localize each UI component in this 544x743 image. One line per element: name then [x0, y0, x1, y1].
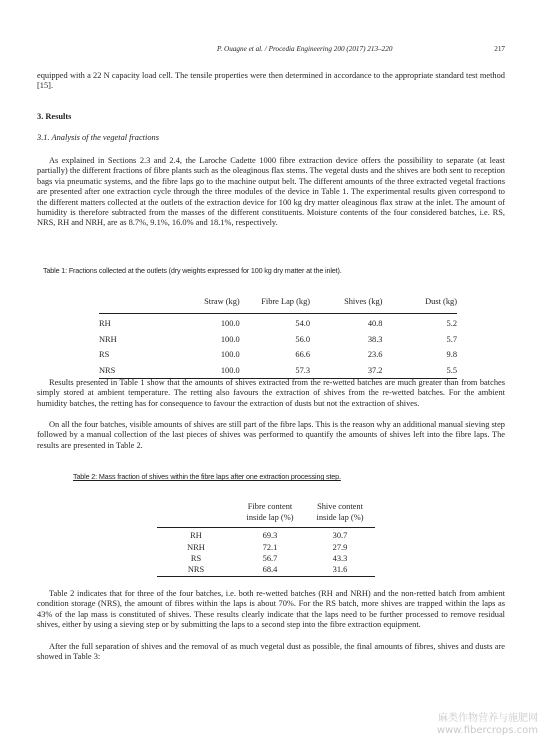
paragraph-3: On all the four batches, visible amounts of shives are still part of the fibre laps. This is the reason why an additional manual sieving step followed by a manual collection of the last pieces of shives was performed to quantify the amounts of shives left into the fibre laps. The results are presented in Table 2.: [37, 420, 505, 450]
table2-header-cell: [157, 497, 235, 528]
table1-cell: 100.0: [220, 319, 240, 329]
table2-cell: RS: [190, 553, 202, 563]
paragraph-1: As explained in Sections 2.3 and 2.4, the Laroche Cadette 1000 fibre extraction device offers the possibility to separate (at least partially) the different fractions of fibre plants such as the oleaginous flax stems. The vegetal dusts and the shives are both sent to reception bags via pneumatic systems, and the fibre laps go to the machine output belt. The different amounts of the three extracted vegetal fractions are presented after one extraction cycle through the three modules of the device in Table 1. The experimental results given correspond to the different matters collected at the outlets of the extraction device for 100 kg dry matter oleaginous flax straw at the inlet. The amount of humidity is therefore subtracted from the masses of the different constituents. Moisture contents of the four considered batches, i.e. RS, NRS, RH and NRH, are as 8.7%, 9.1%, 16.0% and 18.1%, respectively.: [37, 156, 505, 228]
table1-cell: RH: [99, 319, 111, 329]
table2-header-cell: [235, 497, 305, 528]
table2-cell: 68.4: [235, 564, 305, 576]
table1-cell: 100.0: [161, 363, 240, 379]
table-row: [157, 528, 375, 542]
table-row: [157, 553, 375, 564]
table1-cell: 100.0: [220, 350, 240, 360]
table1-cell: 37.2: [310, 363, 382, 379]
watermark-url: www.fibercrops.com: [436, 725, 538, 736]
table1-cell: 5.2: [446, 319, 457, 329]
table1-cell: NRH: [99, 334, 117, 344]
watermark: [390, 713, 538, 737]
table2-cell: 69.3: [262, 531, 278, 541]
header-citation: P. Ouagne et al. / Procedia Engineering 200 (2017) 213–220: [217, 45, 393, 53]
table2-header-row: [157, 497, 375, 528]
table-row: [157, 541, 375, 552]
intro-paragraph: equipped with a 22 N capacity load cell. The tensile properties were then determined in accordance to the appropriate standard test method [15].: [37, 71, 505, 91]
table2-cell: RH: [190, 531, 202, 541]
paragraph-5: After the full separation of shives and the removal of as much vegetal dust as possible, the final amounts of fibres, shives and dusts are showed in Table 3:: [37, 642, 505, 662]
table1-cell: 100.0: [220, 334, 240, 344]
table-row: [99, 347, 457, 363]
table1-caption: Table 1: Fractions collected at the outlets (dry weights expressed for 100 kg dry matter at the inlet).: [43, 266, 342, 275]
watermark-title: 麻类作物营养与施肥网: [438, 713, 538, 724]
table1-cell: 40.8: [367, 319, 383, 329]
section-title: 3. Results: [37, 112, 72, 121]
table1-cell: 5.5: [382, 363, 457, 379]
table2-cell: 43.3: [332, 553, 348, 563]
page-number: 217: [494, 45, 505, 53]
table2-cell: 72.1: [262, 542, 278, 552]
table1-header-cell: Shives (kg): [310, 289, 382, 314]
table2-header-line: Shive content: [317, 502, 363, 511]
table-1: [99, 289, 457, 379]
table1-cell: 9.8: [446, 350, 457, 360]
table2-caption: Table 2: Mass fraction of shives within the fibre laps after one extraction processing step.: [73, 472, 341, 481]
table1-cell: NRS: [99, 363, 161, 379]
paragraph-4: Table 2 indicates that for three of the four batches, i.e. both re-wetted batches (RH and NRH) and the non-retted batch from ambient condition storage (NRS), the amount of fibres within the laps is about 70%. For the RS batch, more shives are trapped within the laps as 43% of the lap mass is constituted of shives. These results clearly indicate that the laps need to be further processed to remove residual shives, either by using a sieving step or by submitting the laps to a second step into the fibre extraction equipment.: [37, 589, 505, 630]
table1-cell: 54.0: [295, 319, 311, 329]
table1-header-row: [99, 289, 457, 314]
table1-header-cell: [99, 289, 161, 314]
table-row: [99, 363, 457, 379]
table1-header-cell: Straw (kg): [161, 289, 240, 314]
table1-cell: 5.7: [446, 334, 457, 344]
paragraph-2: Results presented in Table 1 show that the amounts of shives extracted from the re-wetted batches are much greater than from batches simply stored at ambient temperature. The retting also favours the extraction of shives from the re-wetted batches. For the ambient humidity batches, the retting has for consequence to favour the extraction of dusts but not the extraction of shives.: [37, 378, 505, 408]
table-row: [99, 332, 457, 348]
table1-cell: 66.6: [295, 350, 311, 360]
subsection-title: 3.1. Analysis of the vegetal fractions: [37, 133, 159, 142]
table-2: [157, 497, 375, 577]
table2-header-line: inside lap (%): [246, 513, 294, 522]
table1-cell: RS: [99, 350, 110, 360]
table2-header-line: Fibre content: [247, 502, 293, 511]
table1-header-cell: Dust (kg): [382, 289, 457, 314]
table-row: [157, 564, 375, 576]
table2-cell: 30.7: [332, 531, 348, 541]
table2-header-cell: [305, 497, 375, 528]
table2-cell: NRH: [187, 542, 205, 552]
table-row: [99, 314, 457, 332]
table2-cell: 31.6: [305, 564, 375, 576]
table2-cell: NRS: [157, 564, 235, 576]
table2-header-line: inside lap (%): [316, 513, 364, 522]
running-header: [37, 45, 505, 55]
table1-cell: 38.3: [367, 334, 383, 344]
table1-cell: 23.6: [367, 350, 383, 360]
table2-cell: 27.9: [332, 542, 348, 552]
table2-cell: 56.7: [262, 553, 278, 563]
table1-header-cell: Fibre Lap (kg): [240, 289, 310, 314]
table1-cell: 57.3: [240, 363, 310, 379]
table1-cell: 56.0: [295, 334, 311, 344]
